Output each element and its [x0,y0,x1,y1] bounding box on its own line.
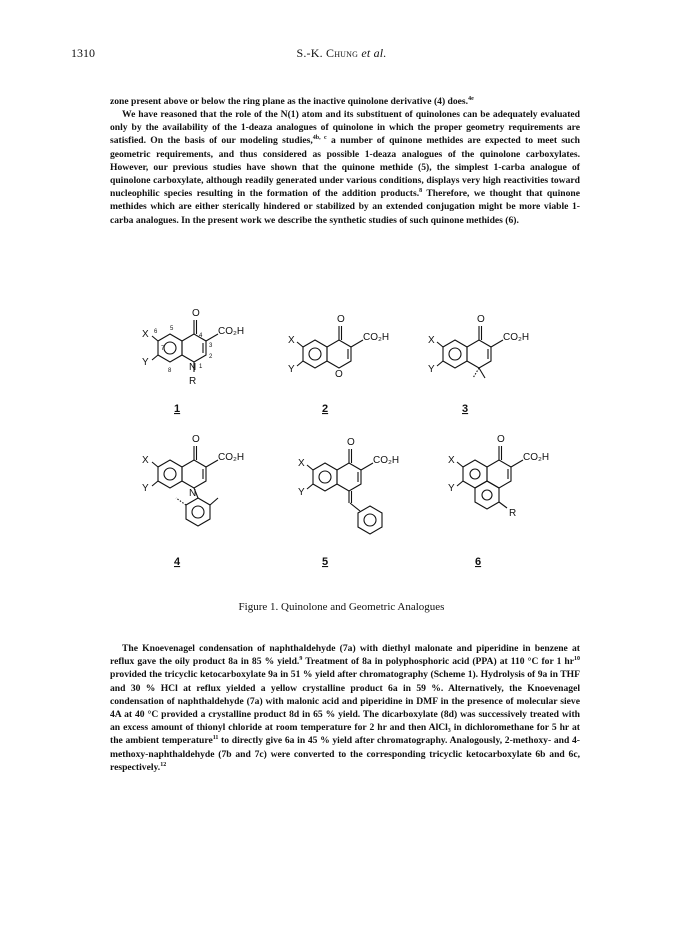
s5-x: X [298,458,305,469]
para3-s1: The Knoevenagel condensation of naphthaldehyde (7a) with diethyl malonate and piperidine in benzene at reflux gave the oily product 8a in 85 % yield. [110,643,580,668]
running-head-etal: et al. [361,46,387,60]
structure-6-phenalenone [457,446,523,509]
para3-ref3: 11 [212,735,219,742]
s6-x: X [448,455,455,466]
para2-ref1: 4b, c [312,135,327,142]
para3-s2: Treatment of 8a in polyphosphoric acid (PPA) at 110 °C for 1 hr [302,656,574,668]
s4-nitrogen: N [189,488,197,499]
s2-y: Y [288,364,295,375]
compound-label-6: 6 [475,556,482,568]
figure-1-structures [130,300,570,590]
para3-ref1: 9 [299,656,303,663]
compound-label-2: 2 [322,403,329,415]
para3-s3: provided the tricyclic ketocarboxylate 9a in 51 % yield after chromatography (Scheme 1). Hydrolysis of 9a in THF and 30 % HCl at reflux yielded a yellow crystalline product 6a in 59 %. Alternatively, the Knoevenagel condensation of naphthaldehyde (7a) with malonic acid and piperidine in DMF in the presence of molecular sieve 4A at 40 °C provided a crystalline product 8d in 65 % yield. The dicarboxylate (8d) was successively treated with an excess amount of thionyl chloride at room temperature for 2 hr and then AlCl₃ in dichloromethane for 5 hr at the ambient temperature [110,669,580,747]
s1-nitrogen: N [189,362,197,373]
s3-y: Y [428,364,435,375]
page-number: 1310 [71,46,95,60]
s3-co2h: CO₂H [503,332,530,343]
s1-num-6: 6 [154,329,158,335]
compound-label-4: 4 [174,556,181,568]
structure-3-dimethyl [437,326,503,378]
s1-num-1: 1 [199,364,203,370]
para2-s3: Therefore, we thought that quinone methides which are either sterically hindered or stabilized by an extended conjugation might be more viable 1-carba analogues. In the present work we describe the synthetic studies of such quinone methides (6). [110,188,580,226]
paragraph-reasoning [110,108,580,227]
s1-num-3: 3 [209,343,213,349]
s1-y: Y [142,357,149,368]
s6-r: R [509,508,517,519]
paragraph-continuation [110,95,580,108]
s1-num-2: 2 [209,354,213,360]
compound-label-3: 3 [462,403,469,415]
para1-text: zone present above or below the ring plane as the inactive quinolone derivative (4) does. [110,96,469,107]
s5-oxygen: O [347,437,355,448]
s2-ring-oxygen: O [335,369,343,380]
structure-5-benzylidene [307,449,382,534]
s2-oxygen: O [337,314,345,325]
s2-x: X [288,335,295,346]
s5-co2h: CO₂H [373,455,400,466]
structure-2-chromone [297,326,363,368]
s1-num-4: 4 [199,333,203,339]
para3-s4: to directly give 6a in 45 % yield after chromatography. Analogously, 2-methoxy- and 4-methoxy-naphthaldehyde (7b and 7c) were converted to the corresponding tricyclic ketocarboxylate 6b and 6c, respectively. [110,735,580,773]
s4-y: Y [142,483,149,494]
structure-4-n-aryl [152,446,218,526]
para3-ref4: 12 [160,761,167,768]
para2-ref2: 8 [419,188,423,195]
s1-num-7: 7 [161,346,165,352]
s6-oxygen: O [497,434,505,445]
compound-label-5: 5 [322,556,329,568]
para2-s1: We have reasoned that the role of the N(1) atom and its substituent of quinolones can be adequately evaluated only by the availability of the 1-deaza analogues of quinolone in which the proper geometry requirements are satisfied. On the basis of our modeling studies, [110,109,580,147]
s2-co2h: CO₂H [363,332,390,343]
s1-num-8: 8 [168,368,172,374]
s3-oxygen: O [477,314,485,325]
s1-r: R [189,376,197,387]
paragraph-knoevenagel [110,642,580,774]
s4-co2h: CO₂H [218,452,245,463]
running-head [0,46,683,61]
s1-co2h: CO₂H [218,326,245,337]
s5-y: Y [298,487,305,498]
para2-s2: a number of quinone methides are expected to meet such geometric requirements, and thus considered as possible 1-deaza analogues of the quinolone carboxylates. However, our previous studies have shown that the quinone methide (5), the simplest 1-carba analogue of quinolone carboxylate, although readily generated under various conditions, displays very high reactivities toward nucleophilic species resulting in the formation of the addition products. [110,135,580,200]
para3-ref2: 10 [574,656,580,663]
s6-y: Y [448,483,455,494]
compound-label-1: 1 [174,403,181,415]
running-head-author: S.-K. Chung [296,46,359,60]
s6-co2h: CO₂H [523,452,550,463]
s1-oxygen: O [192,308,200,319]
s4-x: X [142,455,149,466]
s3-x: X [428,335,435,346]
figure-caption: Figure 1. Quinolone and Geometric Analogues [238,601,445,613]
para1-ref: 4e [468,95,474,102]
s1-num-5: 5 [170,326,174,332]
s1-x: X [142,329,149,340]
s4-oxygen: O [192,434,200,445]
